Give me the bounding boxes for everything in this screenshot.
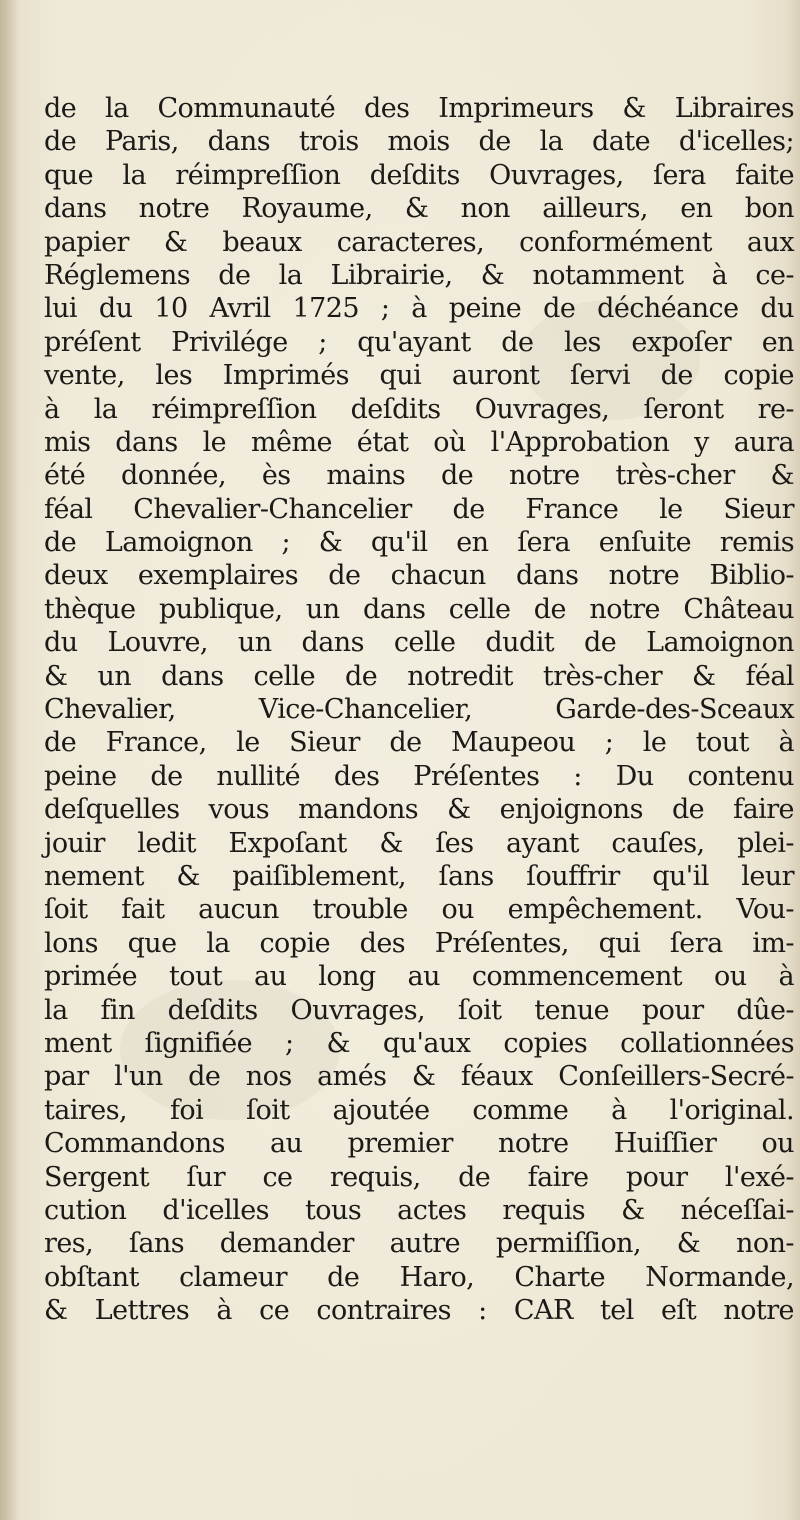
text-line: & Lettres à ce contraires : CAR tel eſt notre [44, 1295, 794, 1327]
text-line: deux exemplaires de chacun dans notre Biblio- [44, 560, 794, 592]
text-line: taires, foi ſoit ajoutée comme à l'original. [44, 1094, 794, 1126]
text-line: peine de nullité des Préſentes : Du contenu [44, 760, 794, 792]
text-line: & un dans celle de notredit très-cher & féal [44, 660, 794, 692]
text-line: de France, le Sieur de Maupeou ; le tout à [44, 727, 794, 759]
text-line: féal Chevalier-Chancelier de France le Sieur [44, 493, 794, 525]
text-line: Chevalier, Vice-Chancelier, Garde-des-Sceaux [44, 694, 794, 726]
text-line: que la réimpreſſion deſdits Ouvrages, ſera faite [44, 159, 794, 191]
text-line: de Lamoignon ; & qu'il en ſera enſuite remis [44, 527, 794, 559]
text-line: de Paris, dans trois mois de la date d'icelles; [44, 126, 794, 158]
text-line: vente, les Imprimés qui auront ſervi de copie [44, 360, 794, 392]
text-line: à la réimpreſſion deſdits Ouvrages, ſeront re- [44, 393, 794, 425]
text-line: lons que la copie des Préſentes, qui ſera im- [44, 927, 794, 959]
text-line: papier & beaux caracteres, conformément aux [44, 226, 794, 258]
text-line: de la Communauté des Imprimeurs & Libraires [44, 93, 794, 124]
text-line: lui du 10 Avril 1725 ; à peine de déchéance du [44, 293, 794, 325]
text-line: primée tout au long au commencement ou à [44, 961, 794, 993]
text-line: obſtant clameur de Haro, Charte Normande, [44, 1261, 794, 1293]
text-line: res, ſans demander autre permiſſion, & non- [44, 1228, 794, 1260]
text-line: jouir ledit Expoſant & ſes ayant cauſes, plei- [44, 827, 794, 859]
text-line: thèque publique, un dans celle de notre Château [44, 593, 794, 625]
text-line: Sergent ſur ce requis, de faire pour l'exé- [44, 1161, 794, 1193]
text-line: ment ſignifiée ; & qu'aux copies collationnées [44, 1027, 794, 1059]
text-line: été donnée, ès mains de notre très-cher & [44, 460, 794, 492]
text-line: deſquelles vous mandons & enjoignons de faire [44, 794, 794, 826]
text-line: préſent Privilége ; qu'ayant de les expoſer en [44, 326, 794, 358]
text-line: la fin deſdits Ouvrages, ſoit tenue pour dûe- [44, 994, 794, 1026]
text-line: mis dans le même état où l'Approbation y aura [44, 426, 794, 458]
text-line: par l'un de nos amés & féaux Conſeillers-Secré- [44, 1061, 794, 1093]
body-text [44, 92, 794, 1327]
text-line: du Louvre, un dans celle dudit de Lamoignon [44, 627, 794, 659]
gutter-shadow [0, 0, 18, 1520]
text-line: dans notre Royaume, & non ailleurs, en bon [44, 193, 794, 225]
text-line: Réglemens de la Librairie, & notamment à ce- [44, 259, 794, 291]
text-line: Commandons au premier notre Huiſſier ou [44, 1128, 794, 1160]
text-line: cution d'icelles tous actes requis & néceſſai- [44, 1194, 794, 1226]
text-line: nement & paiſiblement, ſans ſouffrir qu'il leur [44, 860, 794, 892]
text-line: ſoit fait aucun trouble ou empêchement. Vou- [44, 894, 794, 926]
